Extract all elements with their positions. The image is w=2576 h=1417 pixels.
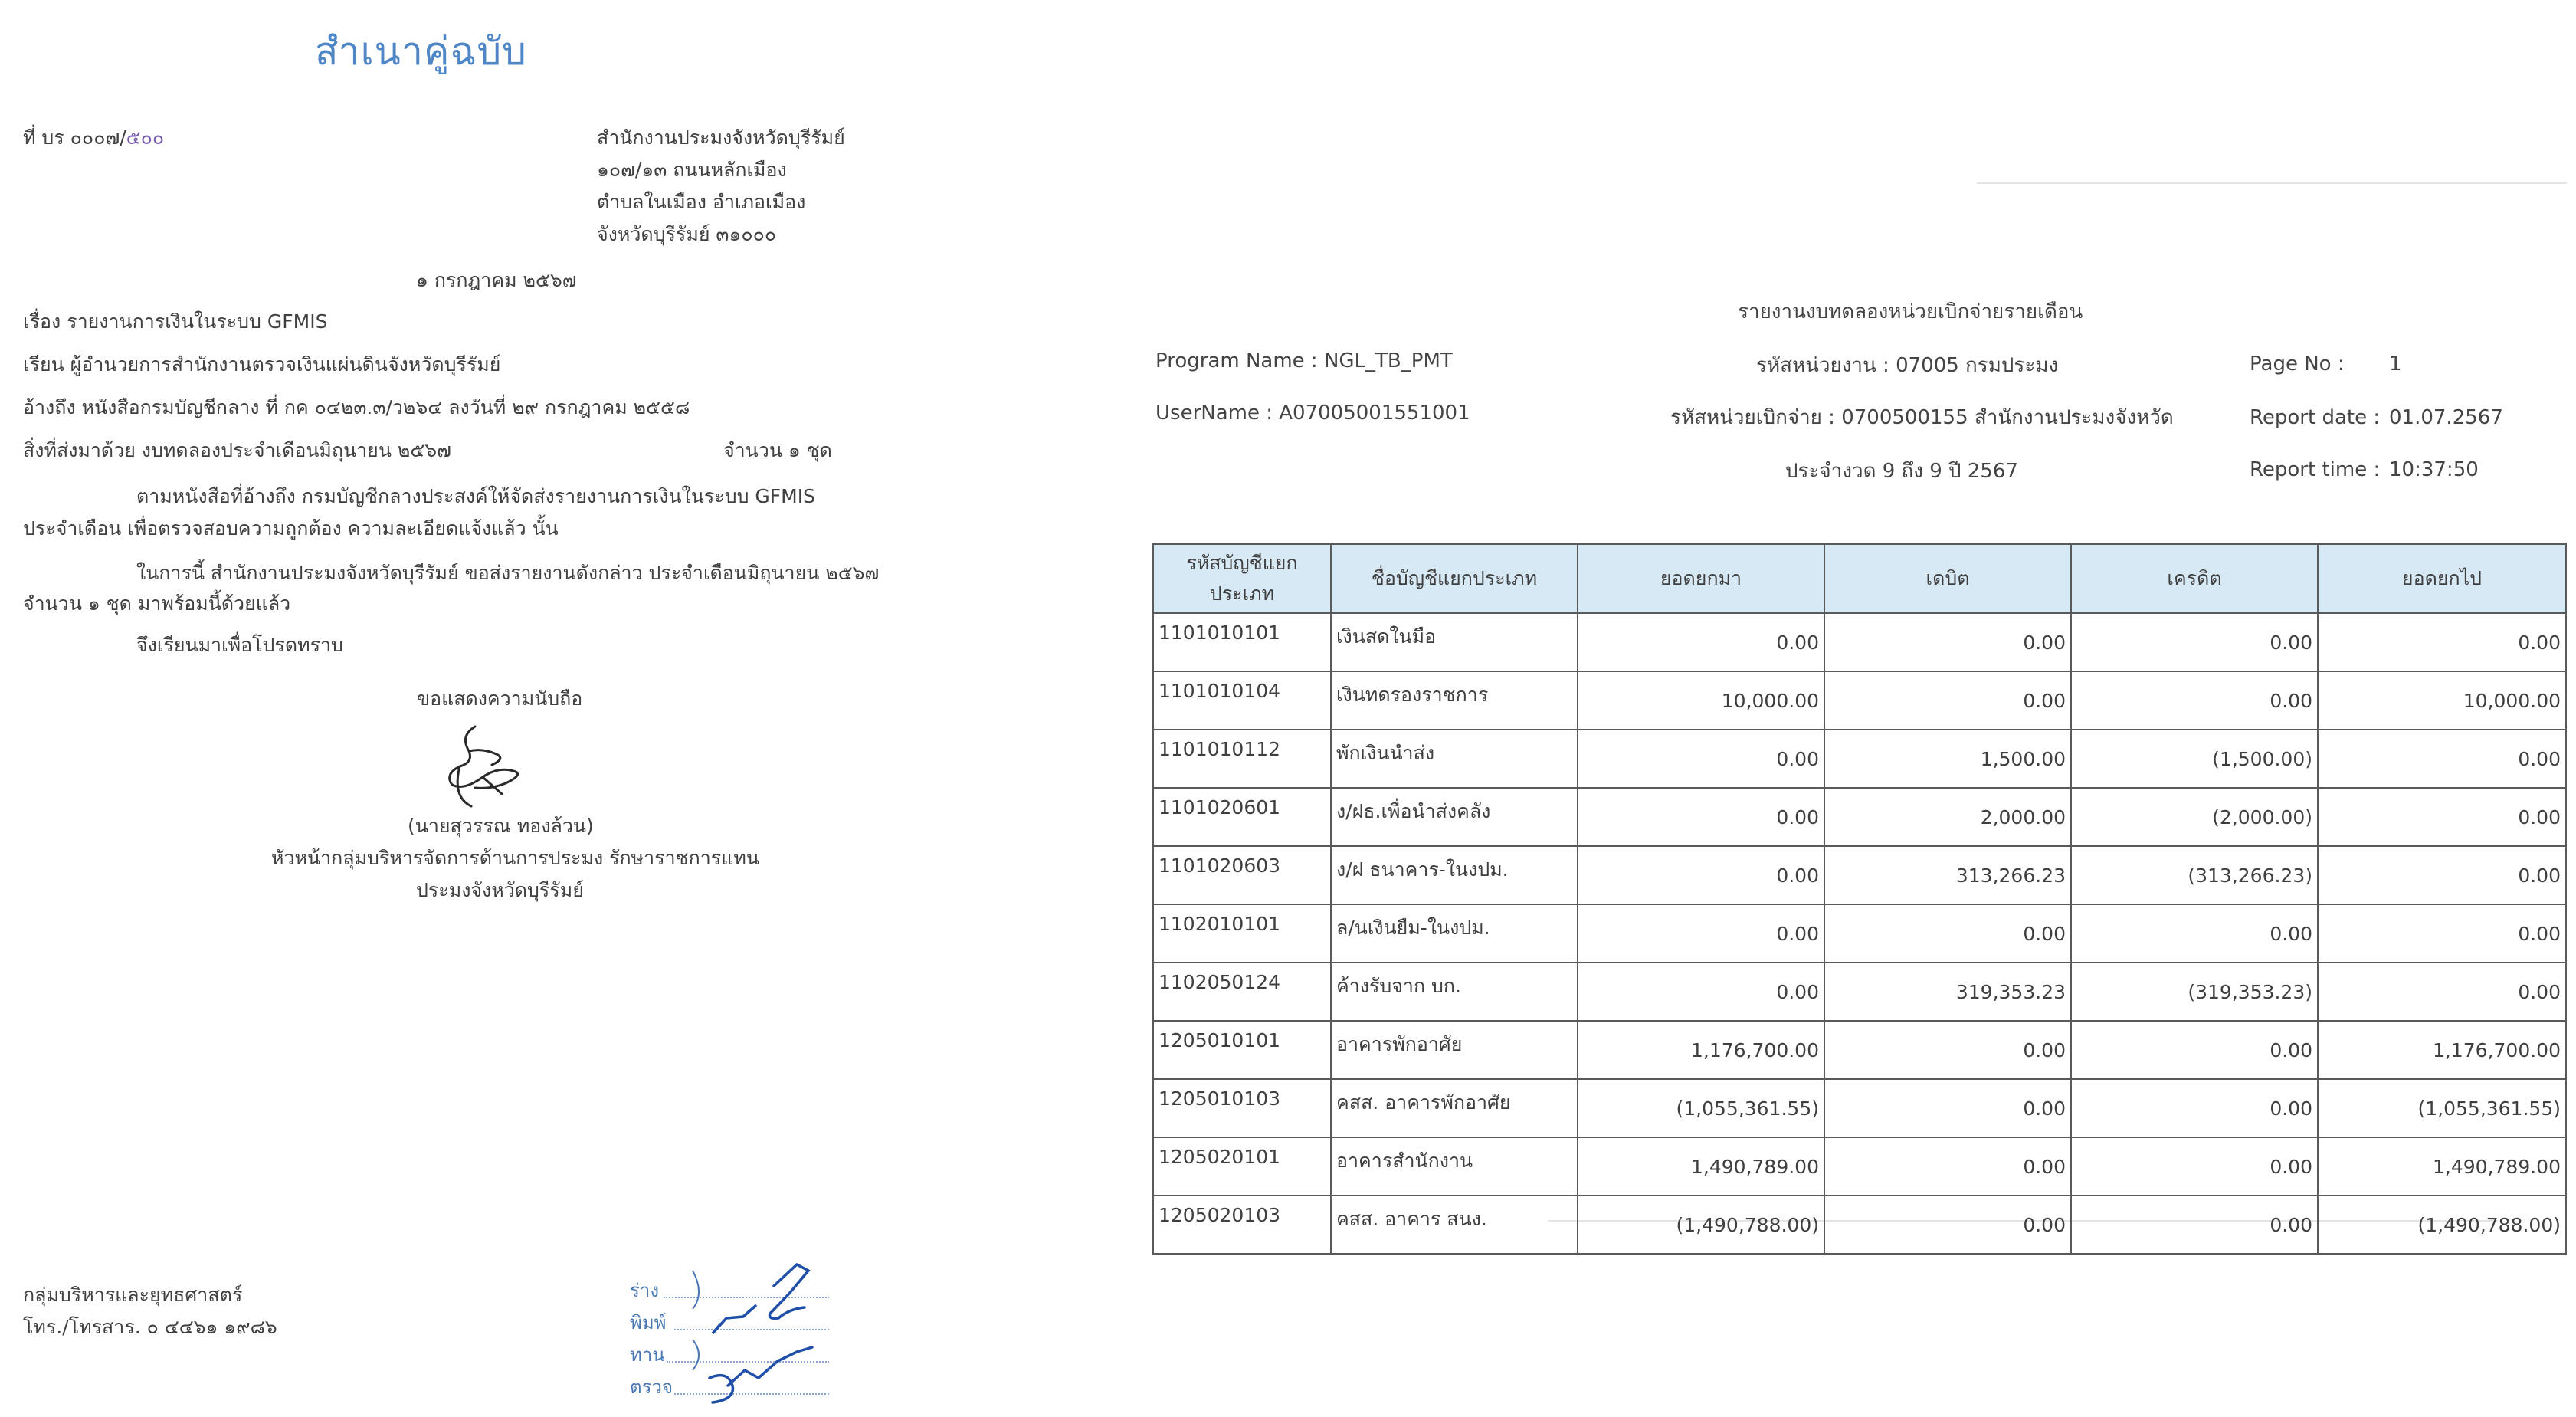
- account-code: 1205010101: [1153, 1021, 1331, 1079]
- address-line: จังหวัดบุรีรัมย์ ๓๑๐๐๐: [597, 223, 777, 245]
- letter-date: ๑ กรกฎาคม ๒๕๖๗: [416, 269, 577, 291]
- account-code: 1101010112: [1153, 730, 1331, 788]
- table-row: [1153, 613, 2566, 671]
- table-row: [1153, 671, 2566, 730]
- program-name: Program Name : NGL_TB_PMT: [1155, 349, 1453, 372]
- account-code: 1101020603: [1153, 846, 1331, 904]
- letter-subject: เรื่อง รายงานการเงินในระบบ GFMIS: [23, 310, 328, 333]
- body-paragraph-2-line-2: จำนวน ๑ ชุด มาพร้อมนี้ด้วยแล้ว: [23, 592, 291, 615]
- opening-balance: 0.00: [1578, 846, 1824, 904]
- report-date-label: Report date :: [2250, 406, 2381, 429]
- opening-balance: 1,490,789.00: [1578, 1137, 1824, 1196]
- signer-name: (นายสุวรรณ ทองล้วน): [408, 815, 594, 837]
- debit: 1,500.00: [1824, 730, 2071, 788]
- trial-balance-table: [1152, 543, 2567, 1255]
- table-row: [1153, 963, 2566, 1021]
- address-line: ตำบลในเมือง อำเภอเมือง: [597, 191, 806, 213]
- column-header-debit: เดบิต: [1824, 544, 2071, 613]
- credit: 0.00: [2071, 1021, 2318, 1079]
- table-row: [1153, 1137, 2566, 1196]
- document-number-value: ๕๐๐: [126, 126, 165, 149]
- column-header-account-name: ชื่อบัญชีแยกประเภท: [1331, 544, 1578, 613]
- account-name: อาคารพักอาศัย: [1331, 1021, 1578, 1079]
- debit: 0.00: [1824, 1137, 2071, 1196]
- debit: 0.00: [1824, 904, 2071, 963]
- signer-title-line-2: ประมงจังหวัดบุรีรัมย์: [416, 879, 584, 901]
- closing-balance: 1,176,700.00: [2318, 1021, 2566, 1079]
- account-name: พักเงินนำส่ง: [1331, 730, 1578, 788]
- account-name: ค้างรับจาก บก.: [1331, 963, 1578, 1021]
- account-name: เงินทดรองราชการ: [1331, 671, 1578, 730]
- initial-type-label: พิมพ์: [630, 1312, 667, 1333]
- closing-balance: (1,490,788.00): [2318, 1196, 2566, 1254]
- closing-balance: 0.00: [2318, 904, 2566, 963]
- table-row: [1153, 1021, 2566, 1079]
- closing-balance: 1,490,789.00: [2318, 1137, 2566, 1196]
- signature-image: [429, 720, 544, 812]
- page-no-value: 1: [2389, 353, 2402, 376]
- table-row: [1153, 730, 2566, 788]
- body-paragraph-2-line-1: ในการนี้ สำนักงานประมงจังหวัดบุรีรัมย์ ขอส่งรายงานดังกล่าว ประจำเดือนมิถุนายน ๒๕๖๗: [136, 562, 880, 584]
- table-row: [1153, 788, 2566, 846]
- closing-balance: 0.00: [2318, 730, 2566, 788]
- account-name: อาคารสำนักงาน: [1331, 1137, 1578, 1196]
- letter-enclosure: สิ่งที่ส่งมาด้วย งบทดลองประจำเดือนมิถุนายน ๒๕๖๗: [23, 439, 451, 461]
- opening-balance: (1,055,361.55): [1578, 1079, 1824, 1137]
- opening-balance: 0.00: [1578, 730, 1824, 788]
- closing-balance: 10,000.00: [2318, 671, 2566, 730]
- table-row: [1153, 904, 2566, 963]
- account-name: คสส. อาคารพักอาศัย: [1331, 1079, 1578, 1137]
- report-date-value: 01.07.2567: [2389, 406, 2503, 429]
- phone-fax: โทร./โทรสาร. ๐ ๔๔๖๑ ๑๙๘๖: [23, 1316, 277, 1338]
- department: กลุ่มบริหารและยุทธศาสตร์: [23, 1284, 243, 1306]
- account-name: เงินสดในมือ: [1331, 613, 1578, 671]
- opening-balance: 1,176,700.00: [1578, 1021, 1824, 1079]
- body-paragraph-1-line-1: ตามหนังสือที่อ้างถึง กรมบัญชีกลางประสงค์ให้จัดส่งรายงานการเงินในระบบ GFMIS: [136, 485, 815, 507]
- opening-balance: 0.00: [1578, 788, 1824, 846]
- column-header-account-code: รหัสบัญชีแยกประเภท: [1153, 544, 1331, 613]
- initials-handwriting: [682, 1263, 843, 1409]
- body-paragraph-1-line-2: ประจำเดือน เพื่อตรวจสอบความถูกต้อง ความละเอียดแจ้งแล้ว นั้น: [23, 517, 559, 540]
- address-line: สำนักงานประมงจังหวัดบุรีรัมย์: [597, 126, 845, 149]
- copy-stamp: สำเนาคู่ฉบับ: [315, 29, 527, 74]
- account-code: 1102010101: [1153, 904, 1331, 963]
- account-name: ง/ฝธ.เพื่อนำส่งคลัง: [1331, 788, 1578, 846]
- closing-request: จึงเรียนมาเพื่อโปรดทราบ: [136, 634, 343, 656]
- table-row: [1153, 846, 2566, 904]
- account-code: 1205010103: [1153, 1079, 1331, 1137]
- opening-balance: 0.00: [1578, 613, 1824, 671]
- debit: 2,000.00: [1824, 788, 2071, 846]
- letter-recipient: เรียน ผู้อำนวยการสำนักงานตรวจเงินแผ่นดินจังหวัดบุรีรัมย์: [23, 353, 501, 376]
- account-code: 1205020101: [1153, 1137, 1331, 1196]
- debit: 313,266.23: [1824, 846, 2071, 904]
- opening-balance: 0.00: [1578, 963, 1824, 1021]
- report-time-value: 10:37:50: [2389, 458, 2479, 481]
- column-header-closing-balance: ยอดยกไป: [2318, 544, 2566, 613]
- account-code: 1102050124: [1153, 963, 1331, 1021]
- report-title: รายงานงบทดลองหน่วยเบิกจ่ายรายเดือน: [1738, 300, 2083, 323]
- agency-code: รหัสหน่วยงาน : 07005 กรมประมง: [1756, 354, 2059, 377]
- debit: 0.00: [1824, 1196, 2071, 1254]
- credit: 0.00: [2071, 904, 2318, 963]
- closing-balance: 0.00: [2318, 963, 2566, 1021]
- regards: ขอแสดงความนับถือ: [417, 687, 583, 710]
- credit: (2,000.00): [2071, 788, 2318, 846]
- opening-balance: 10,000.00: [1578, 671, 1824, 730]
- closing-balance: 0.00: [2318, 788, 2566, 846]
- report-period: ประจำงวด 9 ถึง 9 ปี 2567: [1785, 460, 2018, 483]
- account-name: คสส. อาคาร สนง.: [1331, 1196, 1578, 1254]
- table-row: [1153, 1196, 2566, 1254]
- initial-check-label: ตรวจ: [630, 1376, 673, 1398]
- debit: 0.00: [1824, 1021, 2071, 1079]
- credit: 0.00: [2071, 1079, 2318, 1137]
- opening-balance: (1,490,788.00): [1578, 1196, 1824, 1254]
- credit: 0.00: [2071, 1196, 2318, 1254]
- opening-balance: 0.00: [1578, 904, 1824, 963]
- column-header-credit: เครดิต: [2071, 544, 2318, 613]
- account-code: 1101010101: [1153, 613, 1331, 671]
- closing-balance: 0.00: [2318, 846, 2566, 904]
- scan-artifact-line: [1977, 182, 2567, 184]
- debit: 0.00: [1824, 671, 2071, 730]
- report-time-label: Report time :: [2250, 458, 2381, 481]
- credit: 0.00: [2071, 1137, 2318, 1196]
- disbursing-unit: รหัสหน่วยเบิกจ่าย : 0700500155 สำนักงานประมงจังหวัด: [1670, 406, 2174, 429]
- initial-draft-label: ร่าง: [630, 1280, 660, 1301]
- column-header-opening-balance: ยอดยกมา: [1578, 544, 1824, 613]
- debit: 0.00: [1824, 613, 2071, 671]
- table-row: [1153, 1079, 2566, 1137]
- enclosure-quantity: จำนวน ๑ ชุด: [723, 439, 832, 461]
- address-line: ๑๐๗/๑๓ ถนนหลักเมือง: [597, 159, 787, 181]
- account-code: 1205020103: [1153, 1196, 1331, 1254]
- account-code: 1101010104: [1153, 671, 1331, 730]
- credit: (313,266.23): [2071, 846, 2318, 904]
- closing-balance: 0.00: [2318, 613, 2566, 671]
- account-code: 1101020601: [1153, 788, 1331, 846]
- document-number: [23, 123, 164, 153]
- credit: (1,500.00): [2071, 730, 2318, 788]
- credit: 0.00: [2071, 671, 2318, 730]
- closing-balance: (1,055,361.55): [2318, 1079, 2566, 1137]
- account-name: ง/ฝ ธนาคาร-ในงปม.: [1331, 846, 1578, 904]
- debit: 0.00: [1824, 1079, 2071, 1137]
- page-no-label: Page No :: [2250, 353, 2345, 376]
- initial-proof-label: ทาน: [630, 1344, 665, 1366]
- account-name: ล/นเงินยืม-ในงปม.: [1331, 904, 1578, 963]
- debit: 319,353.23: [1824, 963, 2071, 1021]
- credit: 0.00: [2071, 613, 2318, 671]
- document-number-prefix: ที่ บร ๐๐๐๗/: [23, 126, 126, 149]
- user-name: UserName : A07005001551001: [1155, 402, 1470, 425]
- table-header-row: [1153, 544, 2566, 613]
- signer-title-line-1: หัวหน้ากลุ่มบริหารจัดการด้านการประมง รักษาราชการแทน: [271, 847, 759, 869]
- credit: (319,353.23): [2071, 963, 2318, 1021]
- letter-reference: อ้างถึง หนังสือกรมบัญชีกลาง ที่ กค ๐๔๒๓.๓/ว๒๖๔ ลงวันที่ ๒๙ กรกฎาคม ๒๕๕๘: [23, 396, 690, 418]
